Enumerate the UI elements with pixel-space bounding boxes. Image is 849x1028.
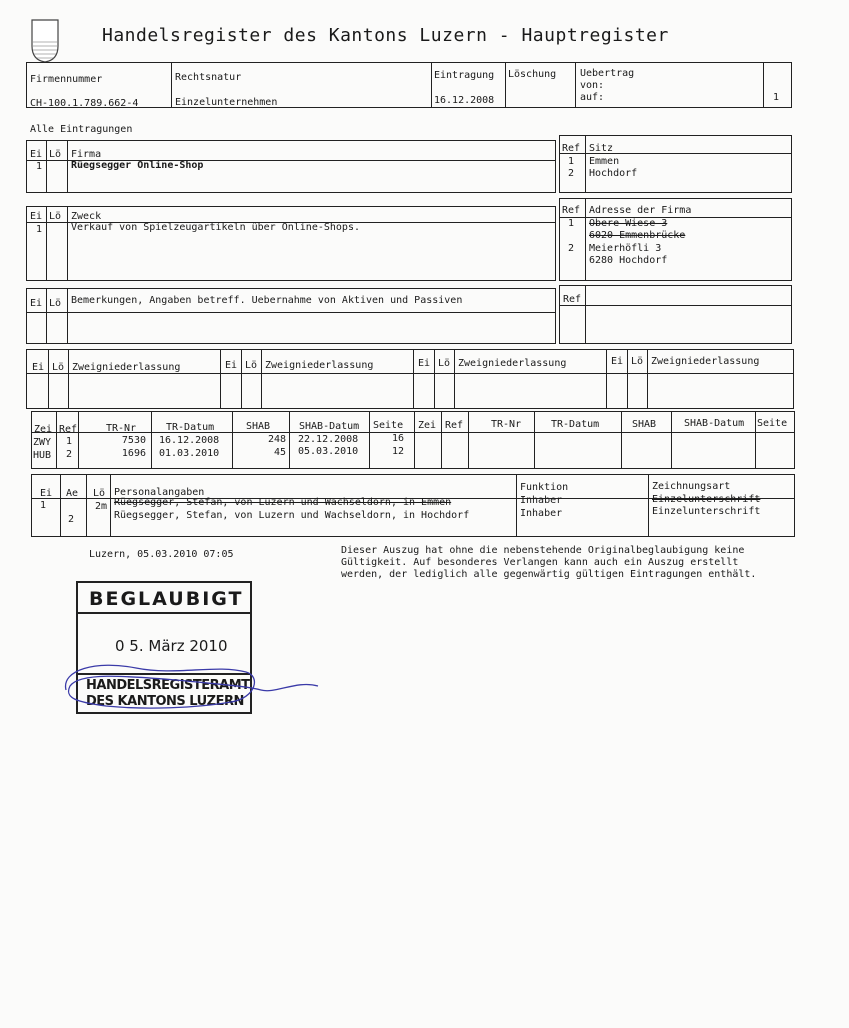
zweig-2-col-loe: Lö: [245, 360, 258, 371]
tr-col-zei-2: Zei: [418, 420, 437, 431]
signature-scribble: [56, 650, 326, 720]
tr-row-2-tr-datum: 01.03.2010: [159, 448, 220, 459]
personal-col-personalangaben: Personalangaben: [114, 487, 205, 498]
stamp-office-line-2: DES KANTONS LUZERN: [86, 694, 244, 709]
tr-col-zei: Zei: [34, 424, 53, 435]
zweck-col-zweck: Zweck: [71, 211, 102, 222]
sitz-row-2-ref: 2: [568, 168, 575, 179]
sitz-row-1-ref: 1: [568, 156, 575, 167]
zweck-section: [26, 206, 556, 281]
tr-col-seite: Seite: [373, 420, 404, 431]
adresse-row-2-city: 6280 Hochdorf: [589, 255, 668, 266]
tr-row-2-seite: 12: [391, 446, 404, 457]
adresse-row-2-street: Meierhöfli 3: [589, 243, 662, 254]
loeschung-label: Löschung: [508, 69, 557, 80]
personal-row-1-person: Rüegsegger, Stefan, von Luzern und Wachseldorn, in Emmen: [114, 497, 452, 508]
firma-col-firma: Firma: [71, 149, 102, 160]
zweig-1-col-name: Zweigniederlassung: [72, 362, 181, 373]
adresse-col-ref: Ref: [562, 205, 581, 216]
sitz-col-sitz: Sitz: [589, 143, 614, 154]
tr-col-shab-datum-2: SHAB-Datum: [684, 418, 745, 429]
zweig-1-col-loe: Lö: [52, 362, 65, 373]
adresse-row-1-ref: 1: [568, 218, 575, 229]
personal-row-1-funktion: Inhaber: [520, 495, 563, 506]
tr-row-1-tr-nr: 7530: [121, 435, 146, 446]
personal-col-zeichnungsart: Zeichnungsart: [652, 481, 731, 492]
uebertrag-auf-label: auf:: [580, 92, 605, 103]
personal-row-1-loe: 2m: [95, 501, 108, 512]
zweck-text: Verkauf von Spielzeugartikeln über Online-Shops.: [71, 222, 360, 233]
tr-row-2-shab: 45: [273, 447, 286, 458]
personal-col-ae: Ae: [66, 488, 79, 499]
adresse-col-adresse: Adresse der Firma: [589, 205, 692, 216]
uebertrag-von-label: von:: [580, 80, 605, 91]
personal-row-2-person: Rüegsegger, Stefan, von Luzern und Wachseldorn, in Hochdorf: [114, 510, 470, 521]
zweig-4-col-ei: Ei: [611, 356, 624, 367]
personal-row-1-zeichnungsart: Einzelunterschrift: [652, 494, 761, 505]
zweig-4-col-name: Zweigniederlassung: [651, 356, 760, 367]
personal-col-funktion: Funktion: [520, 482, 569, 493]
uebertrag-label: Uebertrag: [580, 68, 635, 79]
personal-row-2-funktion: Inhaber: [520, 508, 563, 519]
tr-row-1-shab: 248: [267, 434, 286, 445]
tr-row-1-zei: ZWY: [33, 437, 52, 448]
firmennummer-label: Firmennummer: [30, 74, 103, 85]
zweck-row-ei: 1: [36, 224, 43, 235]
firma-col-loe: Lö: [49, 149, 62, 160]
stamp-heading: BEGLAUBIGT: [89, 588, 244, 610]
place-and-date: Luzern, 05.03.2010 07:05: [89, 549, 234, 560]
bemerkungen-col-text: Bemerkungen, Angaben betreff. Uebernahme von Aktiven und Passiven: [71, 295, 463, 306]
tr-col-tr-datum: TR-Datum: [166, 422, 215, 433]
tr-col-ref: Ref: [59, 424, 78, 435]
tr-row-1-seite: 16: [391, 433, 404, 444]
zweck-col-ei: Ei: [30, 211, 43, 222]
page-number: 1: [773, 92, 780, 103]
zweig-1-col-ei: Ei: [32, 362, 45, 373]
alle-eintragungen-label: Alle Eintragungen: [30, 124, 133, 135]
tr-row-2-tr-nr: 1696: [121, 448, 146, 459]
bemerkungen-col-ei: Ei: [30, 298, 43, 309]
tr-col-tr-datum-2: TR-Datum: [551, 419, 600, 430]
sitz-row-1-value: Emmen: [589, 156, 620, 167]
tr-col-shab-datum: SHAB-Datum: [299, 421, 360, 432]
zweig-3-col-name: Zweigniederlassung: [458, 358, 567, 369]
adresse-row-2-ref: 2: [568, 243, 575, 254]
zweig-3-col-ei: Ei: [418, 358, 431, 369]
tr-row-2-ref: 2: [66, 449, 73, 460]
tr-col-tr-nr-2: TR-Nr: [491, 419, 522, 430]
bemerkungen-col-ref: Ref: [563, 294, 582, 305]
tr-row-1-tr-datum: 16.12.2008: [159, 435, 220, 446]
personal-col-ei: Ei: [40, 488, 53, 499]
firma-row-ei: 1: [36, 161, 43, 172]
rechtsnatur-label: Rechtsnatur: [175, 72, 242, 83]
validity-note-line-1: Dieser Auszug hat ohne die nebenstehende Originalbeglaubigung keine: [341, 545, 745, 556]
sitz-row-2-value: Hochdorf: [589, 168, 638, 179]
adresse-row-1-city: 6020 Emmenbrücke: [589, 230, 686, 241]
bemerkungen-ref-section: [559, 285, 792, 344]
zweig-2-col-name: Zweigniederlassung: [265, 360, 374, 371]
zweig-2-col-ei: Ei: [225, 360, 238, 371]
personal-row-2-zeichnungsart: Einzelunterschrift: [652, 506, 761, 517]
tr-col-shab: SHAB: [246, 421, 271, 432]
tr-row-1-ref: 1: [66, 436, 73, 447]
personal-col-loe: Lö: [93, 488, 106, 499]
eintragung-label: Eintragung: [434, 70, 495, 81]
bemerkungen-col-loe: Lö: [49, 298, 62, 309]
tr-col-shab-2: SHAB: [632, 419, 657, 430]
zweig-3-col-loe: Lö: [438, 358, 451, 369]
validity-note-line-2: Gültigkeit. Auf besonderes Verlangen kann auch ein Auszug erstellt: [341, 557, 739, 568]
canton-coat-of-arms-icon: [30, 18, 60, 64]
tr-row-2-zei: HUB: [33, 450, 52, 461]
adresse-row-1-street: Obere Wiese 3: [589, 218, 668, 229]
page-title: Handelsregister des Kantons Luzern - Hauptregister: [102, 25, 669, 46]
stamp-date: 0 5. März 2010: [115, 637, 228, 655]
zweig-4-col-loe: Lö: [631, 356, 644, 367]
firma-col-ei: Ei: [30, 149, 43, 160]
tr-row-1-shab-datum: 22.12.2008: [298, 434, 359, 445]
firma-name: Rüegsegger Online-Shop: [71, 160, 204, 171]
rechtsnatur-value: Einzelunternehmen: [175, 97, 278, 108]
tr-col-tr-nr: TR-Nr: [106, 423, 137, 434]
firmennummer-value: CH-100.1.789.662-4: [30, 98, 139, 109]
personal-row-1-ei: 1: [40, 500, 47, 511]
validity-note-line-3: werden, der lediglich alle gegenwärtig gültigen Eintragungen enthält.: [341, 569, 757, 580]
sitz-col-ref: Ref: [562, 143, 581, 154]
company-info-table: [26, 62, 792, 108]
personal-row-2-ae: 2: [68, 514, 75, 525]
tr-row-2-shab-datum: 05.03.2010: [298, 446, 359, 457]
eintragung-value: 16.12.2008: [434, 95, 495, 106]
tr-col-ref-2: Ref: [445, 420, 464, 431]
tr-col-seite-2: Seite: [757, 418, 788, 429]
stamp-office-line-1: HANDELSREGISTERAMT: [86, 678, 250, 693]
zweck-col-loe: Lö: [49, 211, 62, 222]
